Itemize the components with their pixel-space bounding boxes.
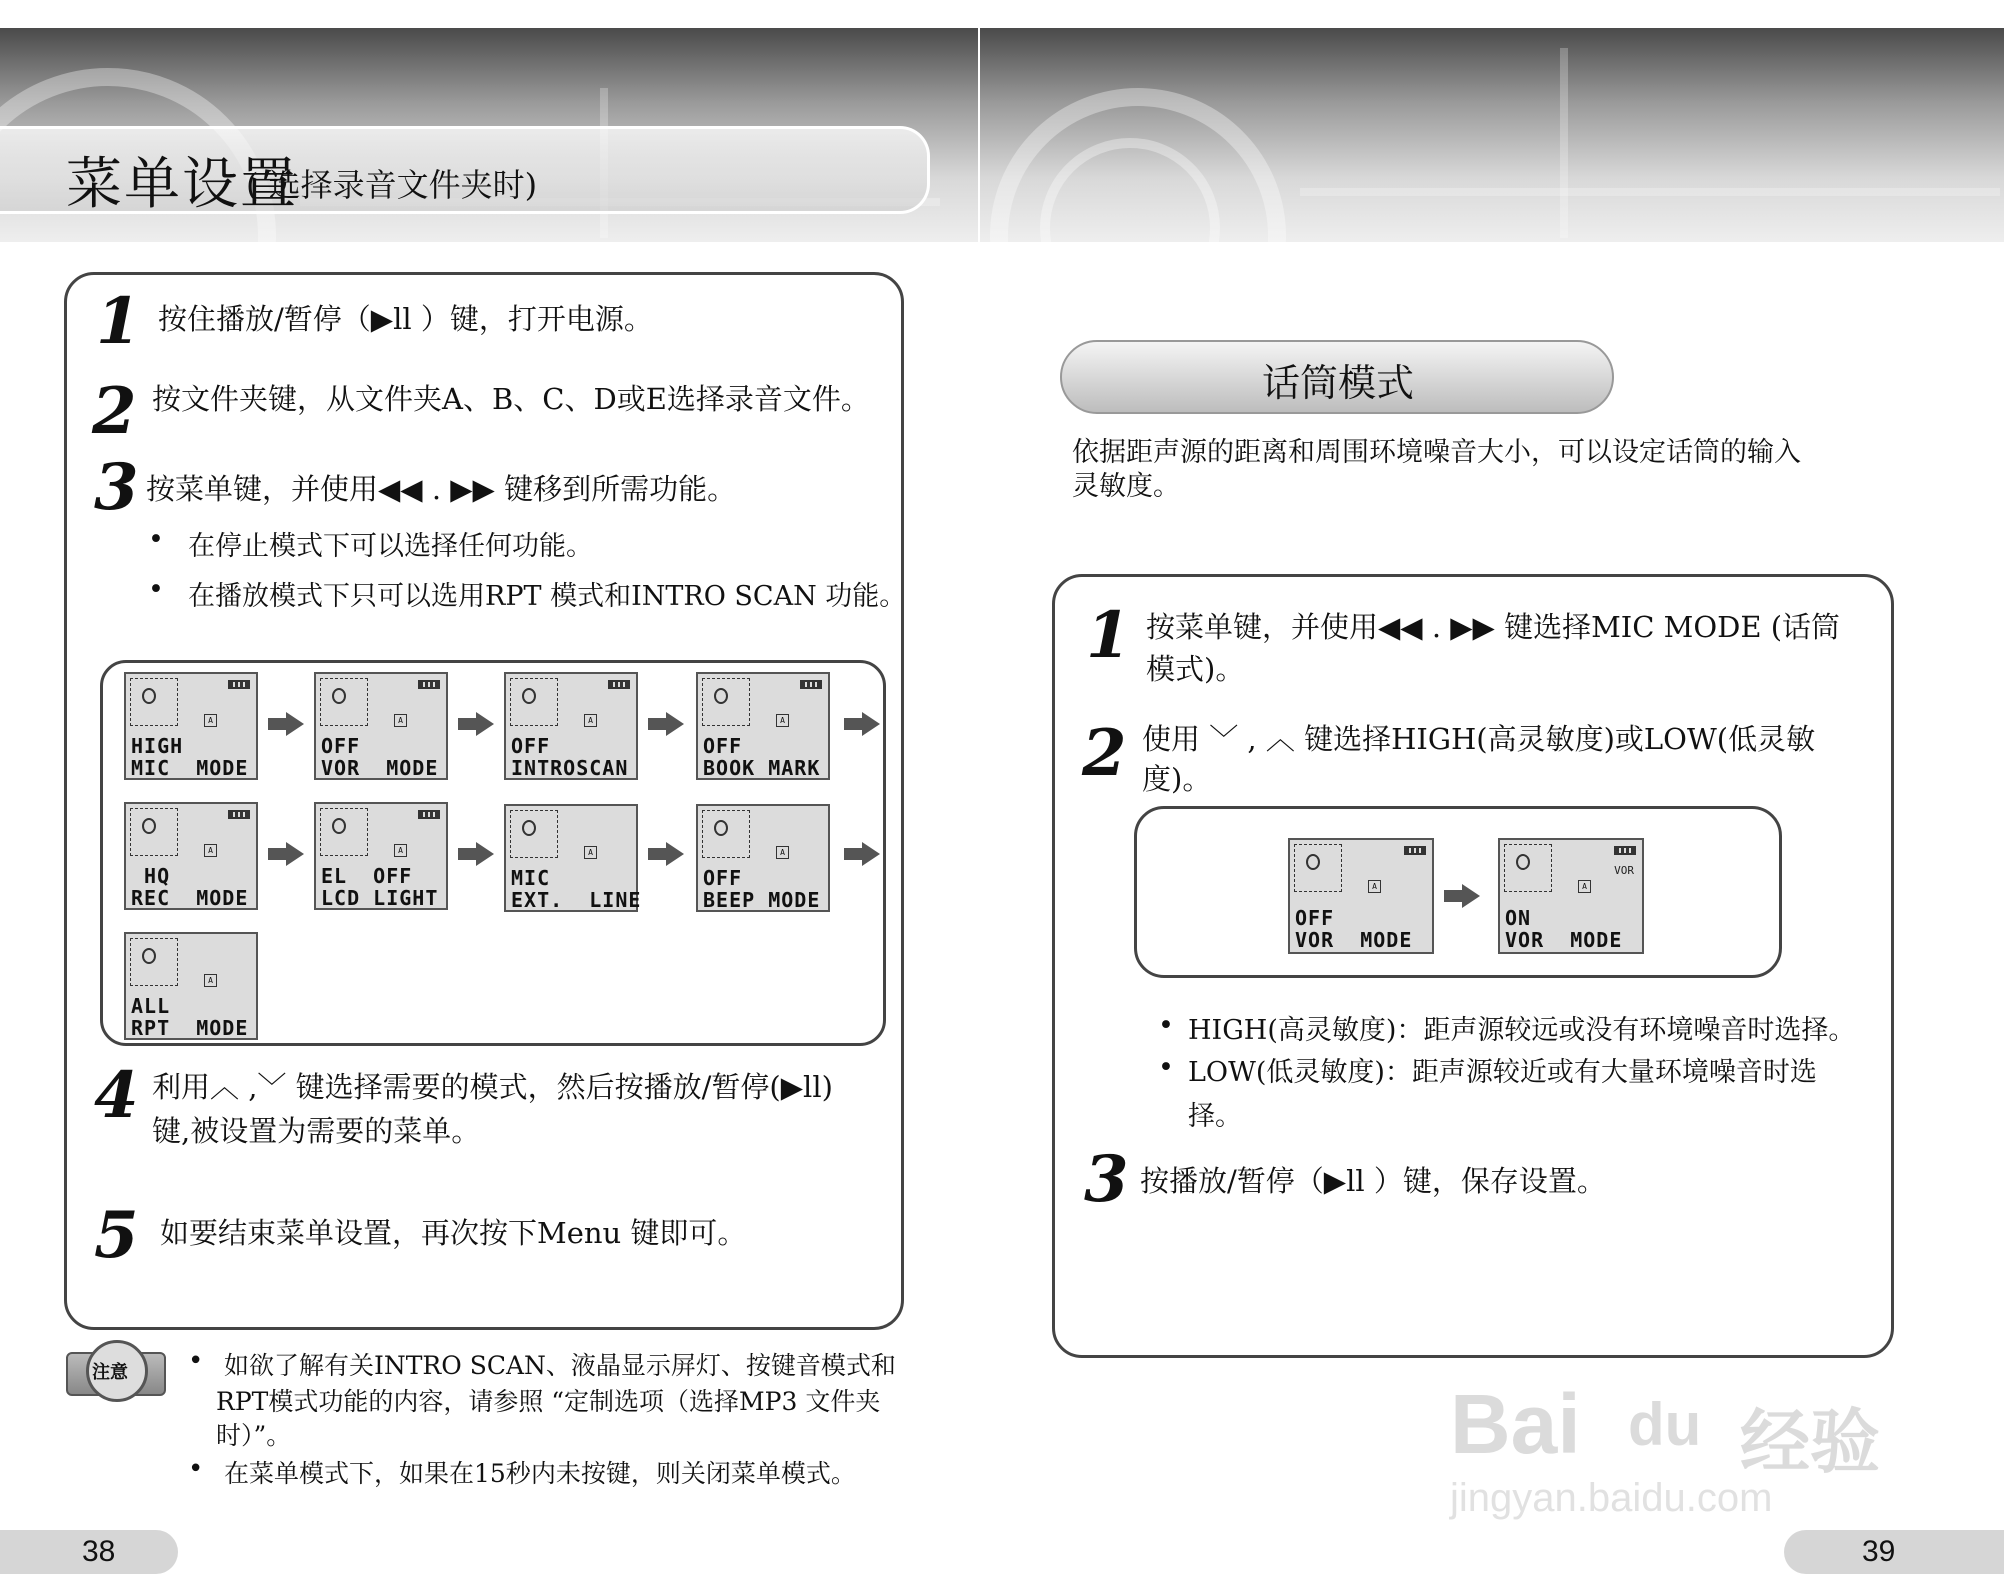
watermark-logo	[1450, 1360, 1910, 1520]
step-4-text: 利用︿ ,﹀ 键选择需要的模式，然后按播放/暂停(▶ll)	[152, 1070, 833, 1104]
arrow-right-icon	[844, 842, 880, 866]
right-step-2-text-cont: 度)。	[1142, 762, 1212, 796]
bullet-low-cont: 择。	[1188, 1101, 1242, 1132]
bullet-dot: •	[1158, 1010, 1174, 1041]
lcd-screen-vor-off: A OFF VOR MODE	[1288, 838, 1434, 954]
lcd-screen-vor-mode: A OFF VOR MODE	[314, 672, 448, 780]
watermark-brand-du: du	[1628, 1391, 1702, 1458]
lcd-screen-book-mark: A OFF BOOK MARK	[696, 672, 830, 780]
battery-icon	[800, 680, 822, 689]
bullet-dot: •	[1158, 1052, 1174, 1083]
right-step-2-number: 2	[1082, 716, 1127, 791]
bullet-low: LOW(低灵敏度)：距声源较近或有大量环境噪音时选	[1188, 1057, 1817, 1088]
step-1-text: 按住播放/暂停（▶ll ）键，打开电源。	[158, 302, 653, 336]
head-icon	[332, 818, 346, 834]
arrow-right-icon	[844, 712, 880, 736]
right-step-1-text-cont: 模式)。	[1146, 652, 1245, 686]
bullet-dot: •	[188, 1346, 204, 1376]
head-icon	[714, 820, 728, 836]
arrow-right-icon	[268, 842, 304, 866]
page-title: 菜单设置	[66, 152, 298, 217]
bullet-high: HIGH(高灵敏度)：距声源较远或没有环境噪音时选择。	[1188, 1015, 1856, 1046]
bullet-dot: •	[148, 574, 164, 605]
step-1-number: 1	[96, 284, 141, 359]
head-icon	[714, 688, 728, 704]
arrow-right-icon	[1444, 884, 1480, 908]
bullet-stop-mode: 在停止模式下可以选择任何功能。	[188, 531, 593, 562]
note-label: 注意	[92, 1362, 128, 1382]
step-5-text: 如要结束菜单设置，再次按下Menu 键即可。	[160, 1216, 747, 1250]
page-subtitle: ( 选择录音文件夹时)	[246, 166, 538, 204]
step-2-text: 按文件夹键，从文件夹A、B、C、D或E选择录音文件。	[152, 382, 870, 416]
note-1-line1: 如欲了解有关INTRO SCAN、液晶显示屏灯、按键音模式和	[224, 1351, 896, 1380]
arrow-right-icon	[458, 712, 494, 736]
step-3-text: 按菜单键，并使用◀◀ . ▶▶ 键移到所需功能。	[146, 472, 737, 506]
intro-line-1: 依据距声源的距离和周围环境噪音大小，可以设定话筒的输入	[1072, 437, 1801, 468]
head-icon	[332, 688, 346, 704]
step-4-text-cont: 键,被设置为需要的菜单。	[152, 1114, 481, 1148]
arrow-right-icon	[648, 712, 684, 736]
lcd-screen-beep-mode: A OFF BEEP MODE	[696, 804, 830, 912]
page-number-right-text: 39	[1862, 1535, 1896, 1568]
right-step-2-text: 使用 ﹀ , ︿ 键选择HIGH(高灵敏度)或LOW(低灵敏	[1142, 722, 1816, 756]
step-2-number: 2	[92, 374, 137, 449]
arrow-right-icon	[458, 842, 494, 866]
intro-line-2: 灵敏度。	[1072, 471, 1180, 502]
battery-icon	[418, 810, 440, 819]
head-icon	[1516, 854, 1530, 870]
note-2: 在菜单模式下，如果在15秒内未按键，则关闭菜单模式。	[224, 1459, 856, 1488]
note-1-line3: 时）”。	[216, 1421, 292, 1450]
battery-icon	[228, 810, 250, 819]
lcd-screen-introscan: A OFF INTROSCAN	[504, 672, 638, 780]
watermark-brand-jingyan: 经验	[1740, 1403, 1880, 1481]
lcd-screen-lcd-light: A EL OFF LCD LIGHT	[314, 802, 448, 910]
right-step-1-number: 1	[1086, 598, 1131, 673]
battery-icon	[228, 680, 250, 689]
page-number-right	[1784, 1530, 2004, 1574]
watermark-url: jingyan.baidu.com	[1450, 1476, 1773, 1520]
step-3-number: 3	[94, 450, 139, 525]
right-step-3-text: 按播放/暂停（▶ll ）键，保存设置。	[1140, 1164, 1606, 1198]
lcd-screen-rec-mode: A HQ REC MODE	[124, 802, 258, 910]
page-number-left-text: 38	[82, 1535, 116, 1568]
battery-icon	[608, 680, 630, 689]
step-4-number: 4	[94, 1058, 139, 1133]
head-icon	[142, 818, 156, 834]
page-number-left	[0, 1530, 178, 1574]
right-step-3-number: 3	[1084, 1142, 1129, 1217]
note-1-line2: RPT模式功能的内容，请参照 “定制选项（选择MP3 文件夹	[216, 1387, 881, 1416]
head-icon	[142, 948, 156, 964]
bullet-play-mode: 在播放模式下只可以选用RPT 模式和INTRO SCAN 功能。	[188, 581, 907, 612]
bullet-dot: •	[188, 1454, 204, 1484]
lcd-screen-mic-mode: A HIGH MIC MODE	[124, 672, 258, 780]
right-step-1-text: 按菜单键，并使用◀◀ . ▶▶ 键选择MIC MODE (话筒	[1146, 610, 1841, 644]
lcd-screen-vor-on: A VOR ON VOR MODE	[1498, 838, 1644, 954]
step-5-number: 5	[94, 1198, 139, 1273]
head-icon	[142, 688, 156, 704]
watermark-brand: Bai	[1450, 1377, 1581, 1471]
lcd-screen-rpt-mode: A ALL RPT MODE	[124, 932, 258, 1040]
bullet-dot: •	[148, 524, 164, 555]
vor-indicator: VOR	[1614, 864, 1634, 877]
battery-icon	[1404, 846, 1426, 855]
lcd-screen-ext-line: A MIC EXT. LINE	[504, 804, 638, 912]
header-banner-right	[980, 28, 2004, 242]
section-title: 话筒模式	[1262, 361, 1415, 405]
battery-icon	[418, 680, 440, 689]
arrow-right-icon	[268, 712, 304, 736]
arrow-right-icon	[648, 842, 684, 866]
head-icon	[522, 820, 536, 836]
battery-icon	[1614, 846, 1636, 855]
head-icon	[1306, 854, 1320, 870]
head-icon	[522, 688, 536, 704]
